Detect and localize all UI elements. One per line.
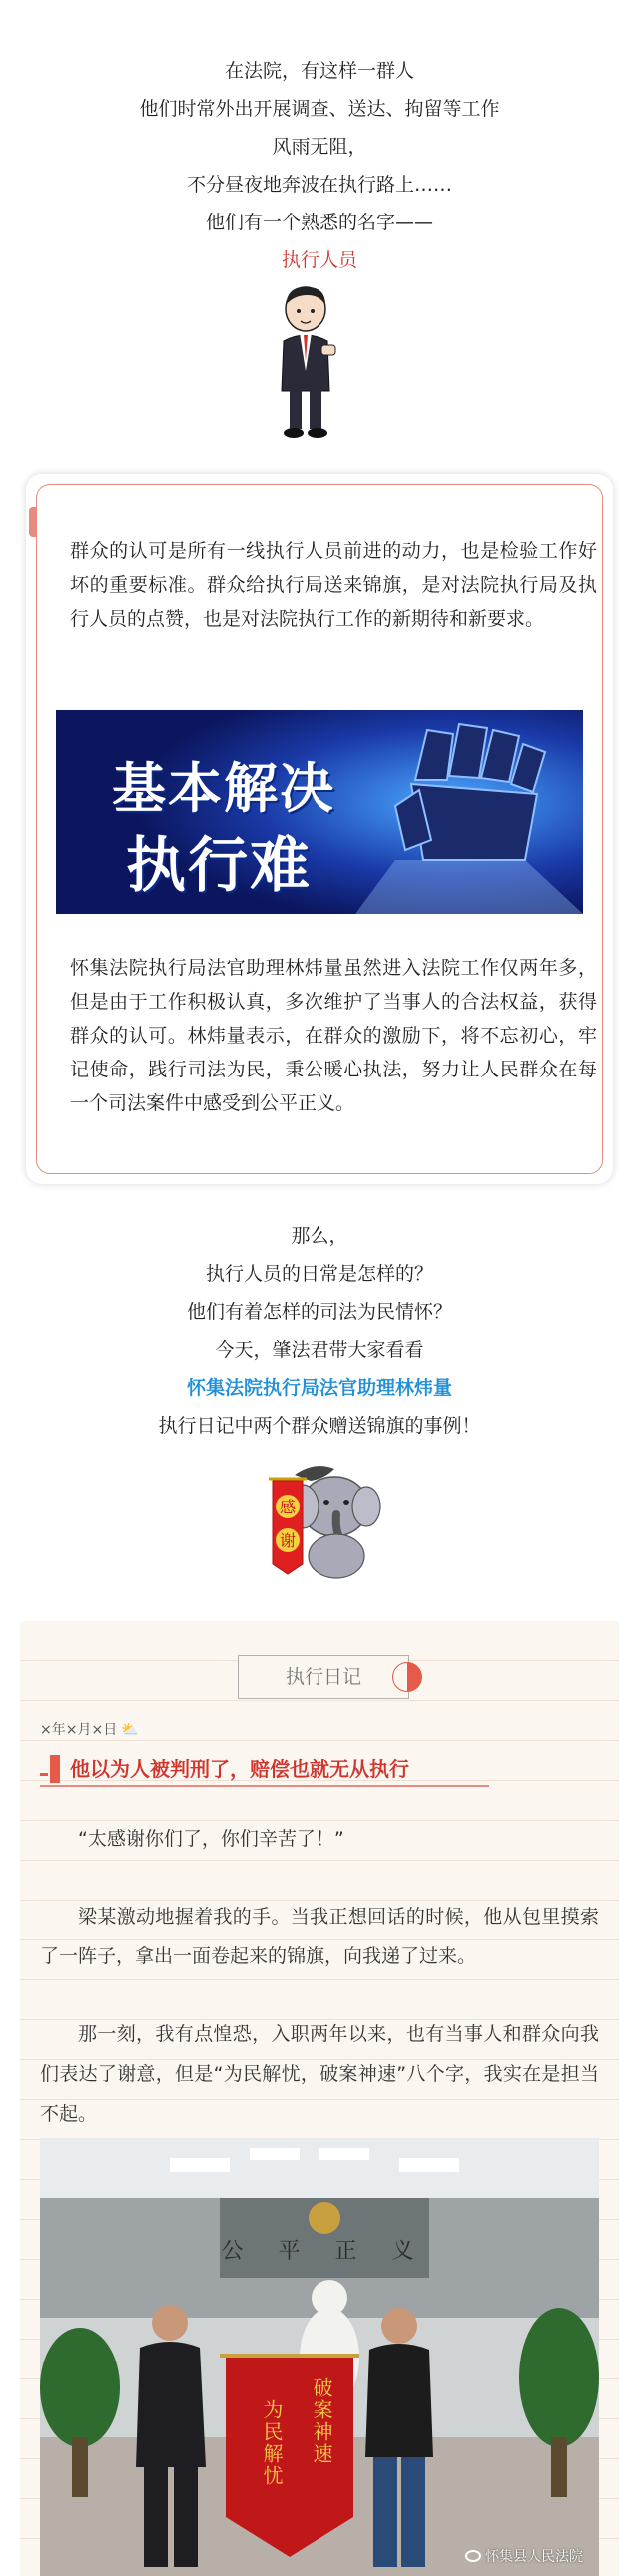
elephant-banner-char-1: 感 <box>279 1498 297 1516</box>
heading-bar-decoration <box>50 1755 60 1783</box>
diary-heading: 他以为人被判刑了，赔偿也就无从执行 <box>70 1757 409 1781</box>
mid-line: 今天，肇法君带大家看看 <box>215 1339 424 1361</box>
mid-section <box>0 1217 639 1445</box>
diary-paragraph-2: 梁某激动地握着我的手。当我正想回话的时候，他从包里摸索了一阵子，拿出一面卷起来的锦旗，向我递了过来。 <box>40 1906 599 1967</box>
heading-dash-decoration <box>40 1773 48 1776</box>
wall-inscription: 公 平 正 义 <box>221 2239 428 2264</box>
mid-highlight: 怀集法院执行局法官助理林炜量 <box>186 1377 452 1399</box>
officer-cartoon-image <box>268 281 343 441</box>
diary-title-box <box>238 1655 409 1699</box>
intro-line: 在法院，有这样一群人 <box>224 60 414 82</box>
wechat-icon <box>465 2550 481 2562</box>
intro-line: 他们时常外出开展调查、送达、拘留等工作 <box>139 98 500 120</box>
photo-scene <box>40 2138 599 2576</box>
elephant-thanks-cartoon <box>255 1457 384 1586</box>
pennant-text-left: 为民解忧 <box>260 2399 284 2487</box>
diary-date-text: ×年×月×日 <box>40 1722 118 1738</box>
diary-date <box>40 1719 139 1739</box>
diary-paragraph-3: 那一刻，我有点惶恐，入职两年以来，也有当事人和群众向我们表达了谢意，但是“为民解忧，破案神速”八个字，我实在是担当不起。 <box>40 2023 599 2125</box>
intro-line: 他们有一个熟悉的名字—— <box>205 212 433 233</box>
heading-underline <box>40 1785 489 1787</box>
card-tab-decoration <box>29 507 37 537</box>
diary-title: 执行日记 <box>285 1666 361 1688</box>
mid-line-last: 执行日记中两个群众赠送锦旗的事例！ <box>158 1415 481 1437</box>
banner-line-2: 执行难 <box>126 831 312 901</box>
watermark-text: 怀集县人民法院 <box>485 2549 583 2565</box>
intro-line: 不分昼夜地奔波在执行路上…… <box>186 174 452 196</box>
diary-heading-row <box>40 1751 489 1787</box>
diary-section <box>20 1621 619 2576</box>
card-paragraph-2: 怀集法院执行局法官助理林炜量虽然进入法院工作仅两年多，但是由于工作积极认真，多次维护了当事人的合法权益，获得群众的认可。林炜量表示，在群众的激励下，将不忘初心，牢记使命，践行司法为民，秉公暖心执法，努力让人民群众在每一个司法案件中感受到公平正义。 <box>70 957 597 1114</box>
weather-sun-icon: ⛅ <box>121 1722 139 1738</box>
enforcement-banner-image <box>56 710 583 914</box>
diary-paragraph-1: “太感谢你们了，你们辛苦了！” <box>78 1828 344 1850</box>
banner-line-1: 基本解决 <box>112 757 335 820</box>
watermark <box>465 2546 583 2566</box>
pennant-photo <box>40 2138 599 2576</box>
elephant-banner-char-2: 谢 <box>279 1531 297 1550</box>
intro-line: 风雨无阻， <box>272 136 367 158</box>
mid-line: 他们有着怎样的司法为民情怀？ <box>186 1301 452 1323</box>
mid-line: 执行人员的日常是怎样的？ <box>205 1263 433 1285</box>
intro-section <box>0 52 639 279</box>
mid-line: 那么， <box>291 1225 348 1247</box>
half-circle-icon <box>392 1662 422 1692</box>
card-paragraph-1: 群众的认可是所有一线执行人员前进的动力，也是检验工作好坏的重要标准。群众给执行局送来锦旗，是对法院执行局及执行人员的点赞，也是对法院执行工作的新期待和新要求。 <box>70 540 597 630</box>
pennant-text-right: 破案神速 <box>310 2377 333 2465</box>
intro-highlight: 执行人员 <box>281 249 357 271</box>
